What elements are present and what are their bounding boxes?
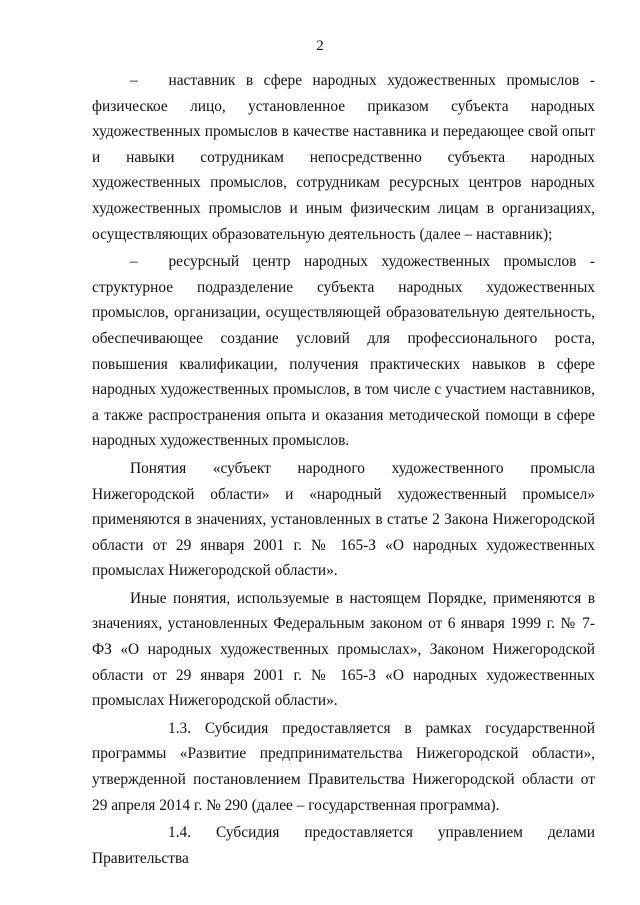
paragraph-other-concepts: Иные понятия, используемые в настоящем Порядке, применяются в значениях, установленных Федеральным законом от 6 января 1999 г. № 7-ФЗ «О народных художественных промыслах», Законом Нижегородской области от 29 января 2001 г. № 165-З «О народных художественных промыслах Нижегородской области». <box>92 589 595 710</box>
document-body <box>92 68 595 873</box>
clause-number: 1.4. <box>168 824 192 842</box>
page-number: 2 <box>316 38 324 54</box>
paragraph-mentor-definition: – наставник в сфере народных художественных промыслов - физическое лицо, установленное приказом субъекта народных художественных промыслов в качестве наставника и передающее свой опыт и навыки сотрудникам непосредственно субъекта народных художественных промыслов, сотрудникам ресурсных центров народных художественных промыслов и иным физическим лицам в организациях, осуществляющих образовательную деятельность (далее – наставник); <box>92 72 595 243</box>
paragraph-concepts: Понятия «субъект народного художественного промысла Нижегородской области» и «народный художественный промысел» применяются в значениях, установленных в статье 2 Закона Нижегородской области от 29 января 2001 г. № 165-З «О народных художественных промыслах Нижегородской области». <box>92 459 595 580</box>
paragraph-resource-center-definition: – ресурсный центр народных художественных промыслов - структурное подразделение субъекта народных художественных промыслов, организации, осуществляющей образовательную деятельность, обеспечивающее создание условий для профессионального роста, повышения квалификации, получения практических навыков в сфере народных художественных промыслов, в том числе с участием наставников, а также распространения опыта и оказания методической помощи в сфере народных художественных промыслов. <box>92 253 595 450</box>
clause-1-4 <box>92 820 595 871</box>
clause-1-3 <box>92 716 595 818</box>
clause-text: Субсидия предоставляется в рамках государственной программы «Развитие предпринимательства Нижегородской области», утвержденной постановлением Правительства Нижегородской области от 29 апреля 2014 г. № 290 (далее – государственная программа). <box>92 719 595 814</box>
clause-number: 1.3. <box>168 719 192 737</box>
clause-text: Субсидия предоставляется управлением делами Правительства <box>92 824 595 867</box>
